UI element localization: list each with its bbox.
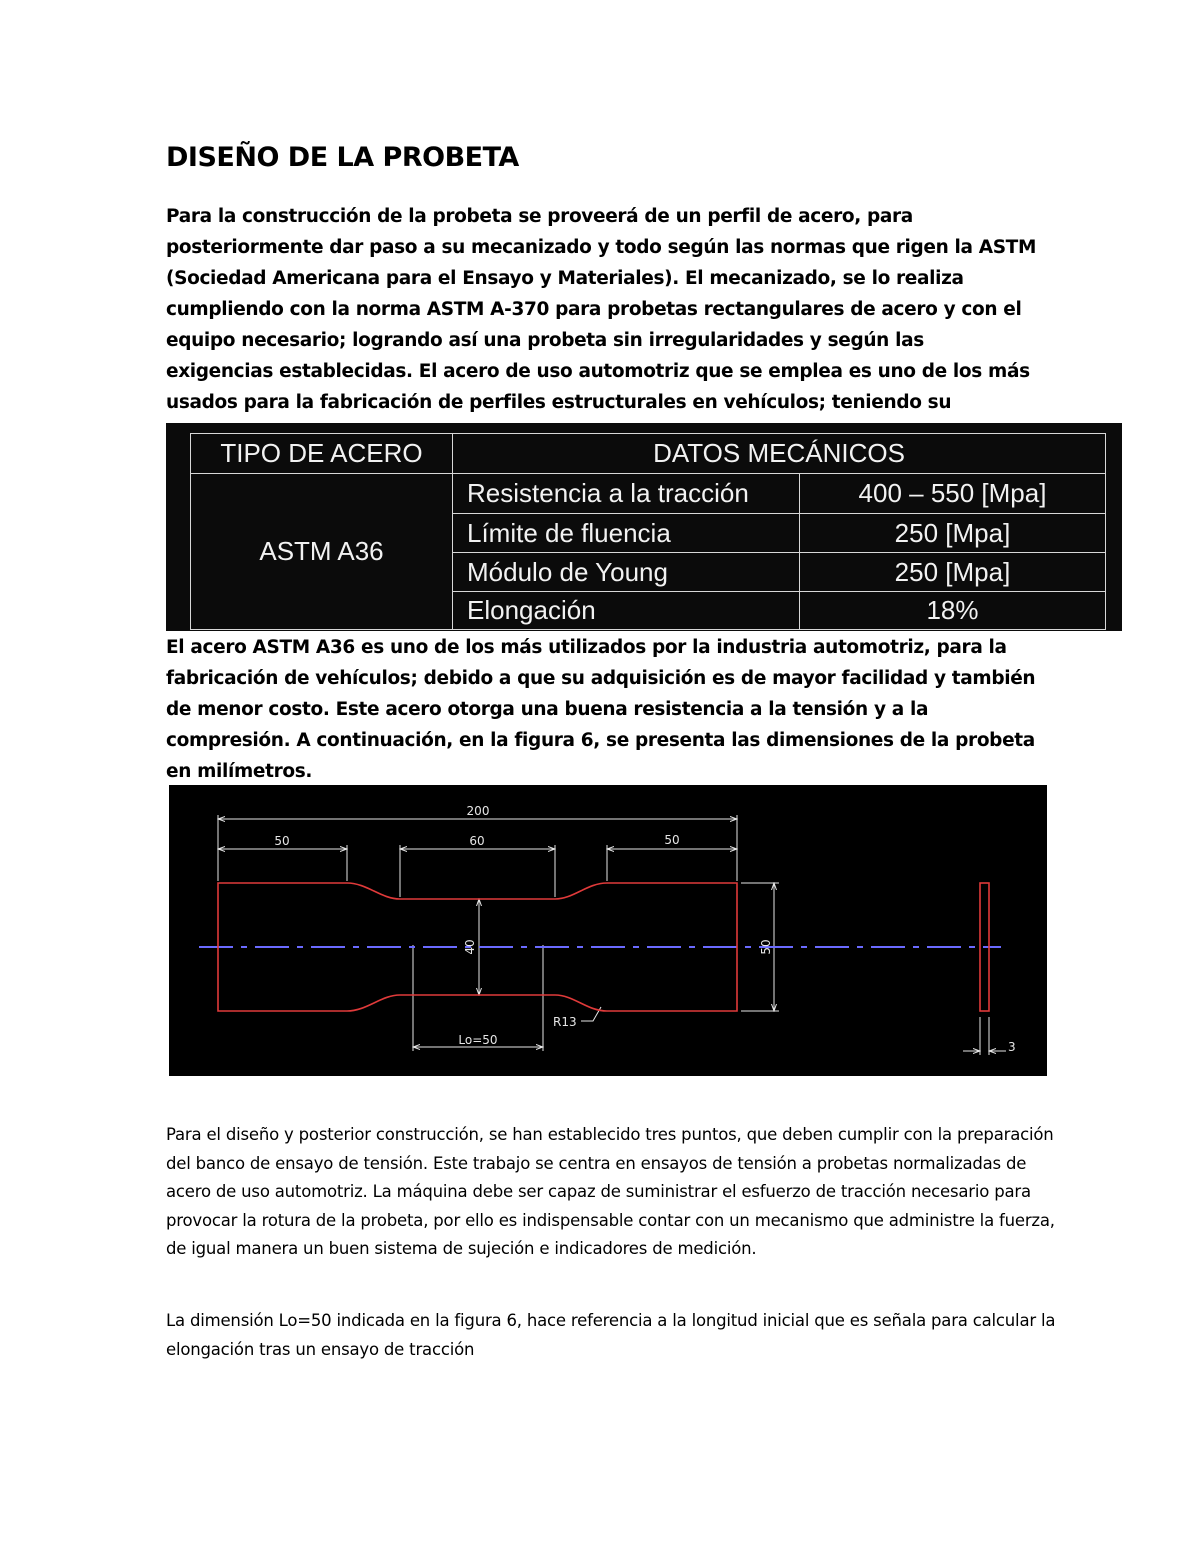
steel-description-paragraph: El acero ASTM A36 es uno de los más utilizados por la industria automotriz, para la fabricación de vehículos; debido a que su adquisición es de mayor facilidad y también de menor costo. Este acero otorga una buena resistencia a la tensión y a la compresión. A continuación, en la figura 6, se presenta las dimensiones de la probeta en milímetros.	[166, 637, 1036, 782]
dimension-lines	[218, 815, 1006, 1055]
value-cell: 400 – 550 [Mpa]	[800, 474, 1106, 514]
dim-gauge-label: Lo=50	[458, 1033, 498, 1047]
dim-left-label: 50	[274, 834, 290, 848]
page-title: DISEÑO DE LA PROBETA	[166, 142, 519, 173]
dimension-labels	[274, 804, 1015, 1054]
intro-paragraph: Para la construcción de la probeta se proveerá de un perfil de acero, para posteriormente dar paso a su mecanizado y todo según las normas que rigen la ASTM (Sociedad Americana para el Ensayo y Materiales). El mecanizado, se lo realiza cumpliendo con la norma ASTM A-370 para probetas rectangulares de acero y con el equipo necesario; logrando así una probeta sin irregularidades y según las exigencias establecidas. El acero de uso automotriz que se emplea es uno de los más usados para la fabricación de perfiles estructurales en vehículos; teniendo su	[166, 206, 1037, 413]
header-mechanical-data: DATOS MECÁNICOS	[453, 434, 1106, 474]
dim-thickness-label: 3	[1008, 1040, 1016, 1054]
dim-center-label: 60	[469, 834, 485, 848]
dim-radius-label: R13	[553, 1015, 577, 1029]
dim-total-label: 200	[466, 804, 490, 818]
mechanical-properties-table	[190, 433, 1106, 630]
property-cell: Resistencia a la tracción	[453, 474, 800, 514]
steel-name-cell: ASTM A36	[191, 474, 453, 630]
dim-outer-width-label: 50	[759, 939, 773, 955]
property-cell: Módulo de Young	[453, 553, 800, 592]
mechanical-properties-table-panel	[166, 423, 1122, 631]
dim-inner-width-label: 40	[463, 939, 477, 955]
value-cell: 18%	[800, 592, 1106, 630]
gauge-length-paragraph: La dimensión Lo=50 indicada en la figura 6, hace referencia a la longitud inicial que es señala para calcular la elongación tras un ensayo de tracción	[166, 1311, 1056, 1359]
value-cell: 250 [Mpa]	[800, 514, 1106, 553]
design-paragraph: Para el diseño y posterior construcción, se han establecido tres puntos, que deben cumplir con la preparación del banco de ensayo de tensión. Este trabajo se centra en ensayos de tensión a probetas normalizadas de acero de uso automotriz. La máquina debe ser capaz de suministrar el esfuerzo de tracción necesario para provocar la rotura de la probeta, por ello es indispensable contar con un mecanismo que administre la fuerza, de igual manera un buen sistema de sujeción e indicadores de medición.	[166, 1125, 1055, 1259]
specimen-drawing-svg	[169, 785, 1047, 1076]
property-cell: Elongación	[453, 592, 800, 630]
property-cell: Límite de fluencia	[453, 514, 800, 553]
value-cell: 250 [Mpa]	[800, 553, 1106, 592]
header-steel-type: TIPO DE ACERO	[191, 434, 453, 474]
specimen-drawing	[169, 785, 1047, 1076]
dim-right-label: 50	[664, 833, 680, 847]
